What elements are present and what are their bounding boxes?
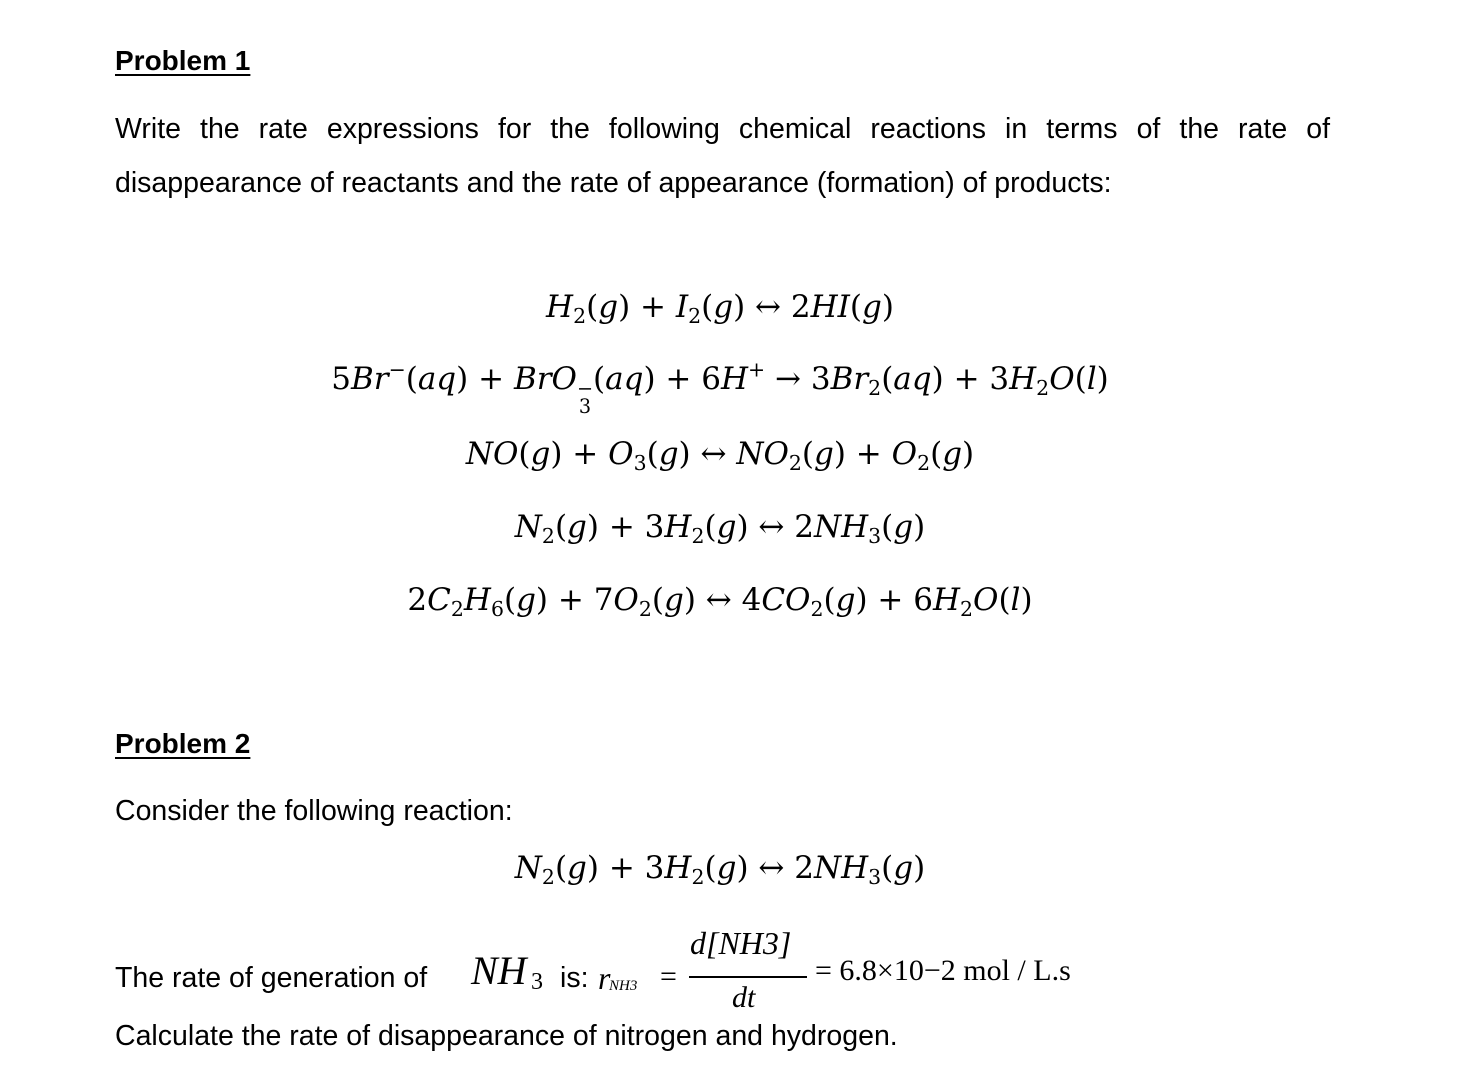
equation-2: 5Br−(aq) + BrO − 3 $(aq) + 6H^+ \to 3Br_2(aq) + 3H_2O(l)$ [331,357,1109,419]
rate-symbol-subscript: NH3 [609,978,638,994]
rate-text-is: is: [560,962,589,994]
equation-5: $2C_2H_6(g) + 7O_2(g)$ ↔ $4CO_2(g) + 6H_2O(l)$ [407,582,1033,622]
rate-value: = 6.8×10−2 mol / L.s [815,954,1071,987]
equation-3: $NO(g) + O_3(g)$ ↔ $NO_2(g) + O_2(g)$ [465,436,975,476]
fraction-bar [689,976,807,978]
nh3-species-subscript: 3 [531,969,543,995]
fraction-denominator: dt [732,981,756,1014]
problem-2-question: Calculate the rate of disappearance of nitrogen and hydrogen. [115,1020,898,1052]
problem-2-intro: Consider the following reaction: [115,795,513,827]
rate-symbol: r [598,960,611,996]
problem-2-equation: $N_2(g) + 3H_2(g)$ ↔ $2NH_3(g)$ [514,850,926,890]
fraction-numerator: d[NH3] [690,925,792,961]
problem-2-heading: Problem 2 [115,728,251,759]
equation-4: $N_2(g) + 3H_2(g)$ ↔ $2NH_3(g)$ [514,509,926,549]
equation-1: $H_2(g) + I_2(g)$ ↔ 2HI(g) [546,289,894,329]
nh3-species: NH [471,948,527,993]
problem-1-instruction: Write the rate expressions for the following chemical reactions in terms of the rate of disappearance of reactants and the rate of appearance (formation) of products: [115,113,1330,199]
equals-sign: = [660,960,677,993]
rate-text-before: The rate of generation of [115,962,428,994]
problem-1-heading: Problem 1 [115,45,251,76]
